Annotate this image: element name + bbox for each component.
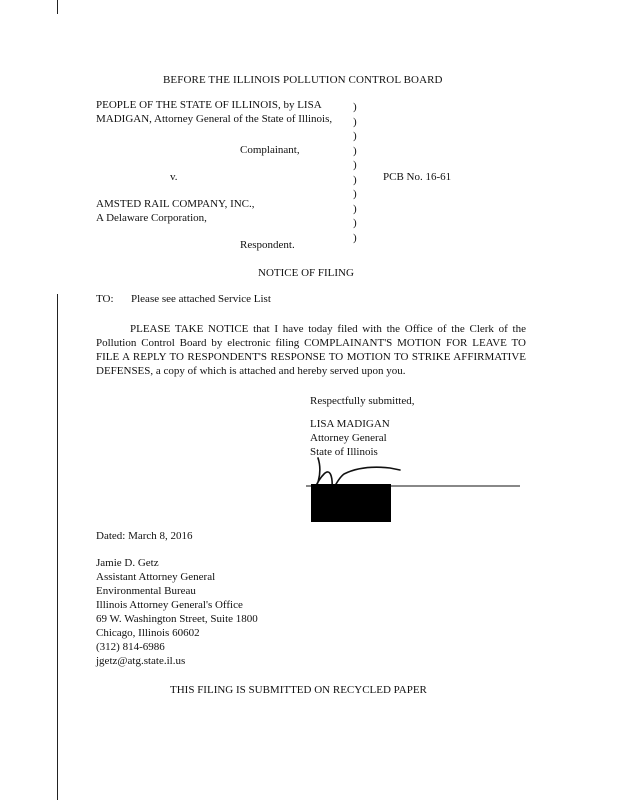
contact-line: (312) 814-6986 [96, 641, 165, 653]
contact-line: Chicago, Illinois 60602 [96, 627, 200, 639]
signer-title: Attorney General [310, 432, 387, 444]
redaction-block [311, 484, 391, 522]
dated-line: Dated: March 8, 2016 [96, 530, 193, 542]
signer-state: State of Illinois [310, 446, 378, 458]
contact-line: Assistant Attorney General [96, 571, 216, 583]
plaintiff-line-1: PEOPLE OF THE STATE OF ILLINOIS, by LISA [96, 99, 322, 111]
contact-email: jgetz@atg.state.il.us [96, 655, 186, 667]
paren: ) [353, 130, 357, 142]
paren: ) [353, 144, 357, 157]
paren: ) [353, 115, 357, 128]
contact-line: 69 W. Washington Street, Suite 1800 [96, 613, 258, 625]
to-value: Please see attached Service List [131, 293, 271, 305]
plaintiff-line-2: MADIGAN, Attorney General of the State of Illinois, [96, 113, 333, 125]
paren: ) [353, 202, 357, 215]
closing: Respectfully submitted, [310, 395, 415, 407]
paren: ) [353, 188, 357, 200]
paren: ) [353, 173, 357, 186]
paren: ) [353, 101, 357, 113]
contact-line: Jamie D. Getz [96, 557, 159, 569]
to-label: TO: [96, 293, 114, 305]
complainant-label: Complainant, [240, 144, 300, 156]
notice-heading: NOTICE OF FILING [258, 267, 354, 279]
defendant-line-1: AMSTED RAIL COMPANY, INC., [96, 198, 255, 210]
versus-label: v. [170, 171, 178, 183]
case-number: PCB No. 16-61 [383, 171, 452, 183]
board-title: BEFORE THE ILLINOIS POLLUTION CONTROL BOARD [163, 74, 443, 86]
contact-line: Environmental Bureau [96, 585, 196, 597]
paren: ) [353, 217, 357, 229]
contact-line: Illinois Attorney General's Office [96, 599, 243, 611]
paren: ) [353, 159, 357, 171]
recycled-paper-note: THIS FILING IS SUBMITTED ON RECYCLED PAPER [170, 684, 427, 696]
signer-name: LISA MADIGAN [310, 418, 390, 430]
notice-paragraph: PLEASE TAKE NOTICE that I have today filed with the Office of the Clerk of the Pollution Control Board by electronic filing COMPLAINANT'S MOTION FOR LEAVE TO FILE A REPLY TO RESPONDENT'S RESPONSE TO MOTION TO STRIKE AFFIRMATIVE DEFENSES, a copy of which is attached and hereby served upon you. [96, 323, 526, 377]
defendant-line-2: A Delaware Corporation, [96, 212, 207, 224]
respondent-label: Respondent. [240, 239, 295, 251]
paren: ) [353, 231, 357, 244]
